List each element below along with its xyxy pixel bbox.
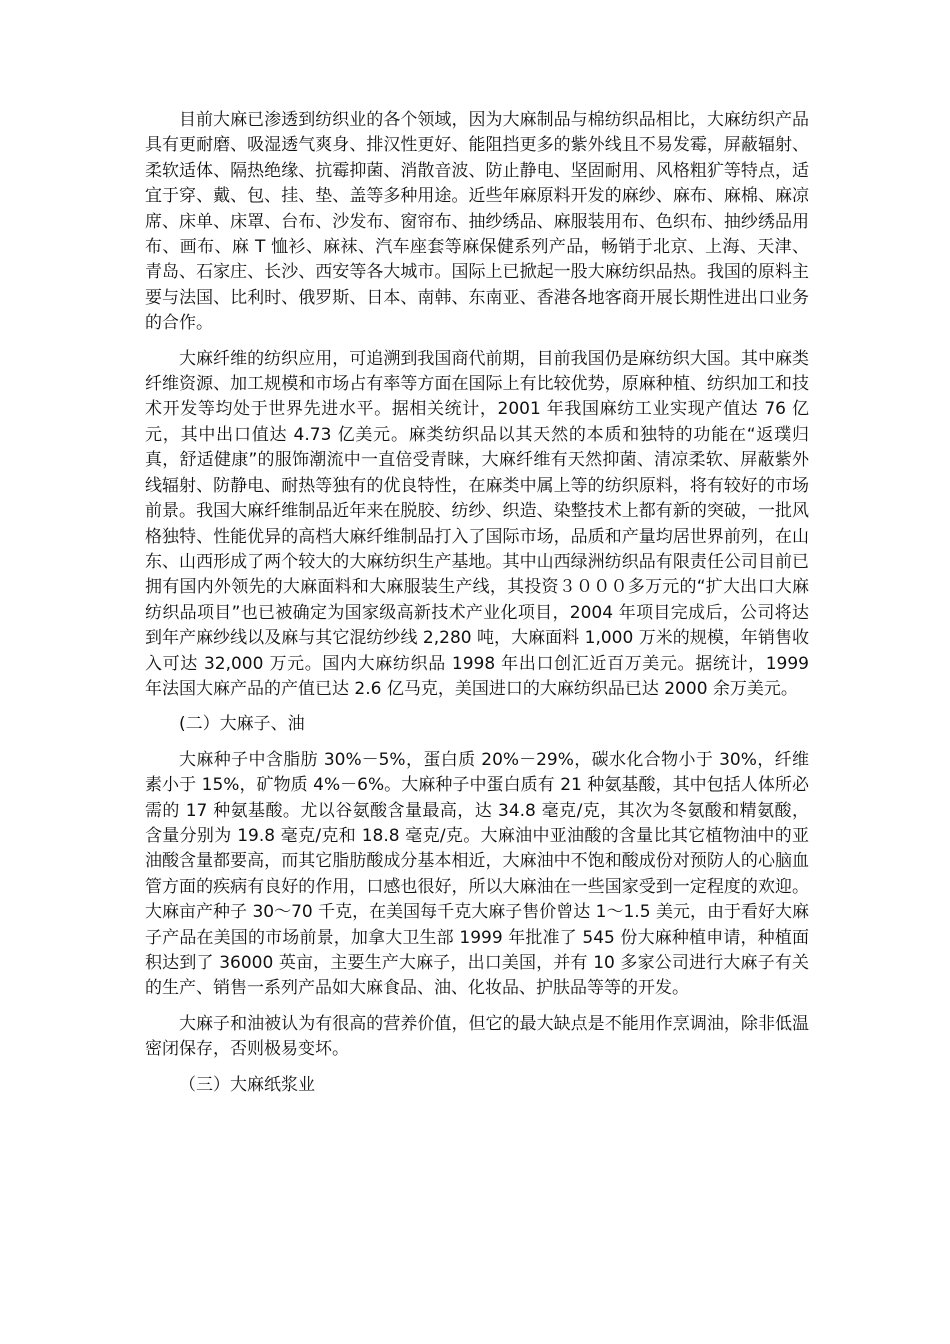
paragraph-hemp-seed-composition: 大麻种子中含脂肪 30%－5%，蛋白质 20%－29%，碳水化合物小于 30%，纤维素小于 15%，矿物质 4%－6%。大麻种子中蛋白质有 21 种氨基酸，其中包括人体所必需的 17 种氨基酸。尤以谷氨酸含量最高，达 34.8 毫克/克，其次为冬氨酸和精氨酸，含量分别为 19.8 毫克/克和 18.8 毫克/克。大麻油中亚油酸的含量比其它植物油中的亚油酸含量都要高，而其它脂肪酸成分基本相近，大麻油中不饱和酸成份对预防人的心脑血管方面的疾病有良好的作用，口感也很好，所以大麻油在一些国家受到一定程度的欢迎。大麻亩产种子 30～70 千克，在美国每千克大麻子售价曾达 1～1.5 美元，由于看好大麻子产品在美国的市场前景，加拿大卫生部 1999 年批准了 545 份大麻种植申请，种植面积达到了 36000 英亩，主要生产大麻子，出口美国，并有 10 多家公司进行大麻子有关的生产、销售一系列产品如大麻食品、油、化妆品、护肤品等等的开发。 [145, 749, 809, 999]
document-body [145, 108, 809, 1108]
paragraph-hemp-fiber-history: 大麻纤维的纺织应用，可追溯到我国商代前期，目前我国仍是麻纺织大国。其中麻类纤维资源、加工规模和市场占有率等方面在国际上有比较优势，原麻种植、纺织加工和技术开发等均处于世界先进水平。据相关统计，2001 年我国麻纺工业实现产值达 76 亿元，其中出口值达 4.73 亿美元。麻类纺织品以其天然的本质和独特的功能在“返璞归真，舒适健康”的服饰潮流中一直倍受青睐，大麻纤维有天然抑菌、清凉柔软、屏蔽紫外线辐射、防静电、耐热等独有的优良特性，在麻类中属上等的纺织原料，将有较好的市场前景。我国大麻纤维制品近年来在脱胶、纺纱、织造、染整技术上都有新的突破，一批风格独特、性能优异的高档大麻纤维制品打入了国际市场，品质和产量均居世界前列，在山东、山西形成了两个较大的大麻纺织生产基地。其中山西绿洲纺织品有限责任公司目前已拥有国内外领先的大麻面料和大麻服装生产线，其投资３０００多万元的“扩大出口大麻纺织品项目”也已被确定为国家级高新技术产业化项目，2004 年项目完成后，公司将达到年产麻纱线以及麻与其它混纺纱线 2,280 吨，大麻面料 1,000 万米的规模，年销售收入可达 32,000 万元。国内大麻纺织品 1998 年出口创汇近百万美元。据统计，1999 年法国大麻产品的产值已达 2.6 亿马克，美国进口的大麻纺织品已达 2000 余万美元。 [145, 348, 809, 699]
section-heading-hemp-pulp: （三）大麻纸浆业 [179, 1074, 315, 1095]
paragraph-textile-applications: 目前大麻已渗透到纺织业的各个领域，因为大麻制品与棉纺织品相比，大麻纺织产品具有更耐磨、吸湿透气爽身、排汉性更好、能阻挡更多的紫外线且不易发霉，屏蔽辐射、柔软适体、隔热绝缘、抗霉抑菌、消散音波、防止静电、坚固耐用、风格粗犷等特点，适宜于穿、戴、包、挂、垫、盖等多种用途。近些年麻原料开发的麻纱、麻布、麻棉、麻凉席、床单、床罩、台布、沙发布、窗帘布、抽纱绣品、麻服装用布、色织布、抽纱绣品用布、画布、麻 T 恤衫、麻袜、汽车座套等麻保健系列产品，畅销于北京、上海、天津、青岛、石家庄、长沙、西安等各大城市。国际上已掀起一股大麻纺织品热。我国的原料主要与法国、比利时、俄罗斯、日本、南韩、东南亚、香港各地客商开展长期性进出口业务的合作。 [145, 110, 809, 334]
paragraph-hemp-oil-nutrition: 大麻子和油被认为有很高的营养价值，但它的最大缺点是不能用作烹调油，除非低温密闭保存，否则极易变坏。 [145, 1013, 809, 1060]
section-heading-hemp-seed-oil: (二）大麻子、油 [179, 714, 305, 735]
